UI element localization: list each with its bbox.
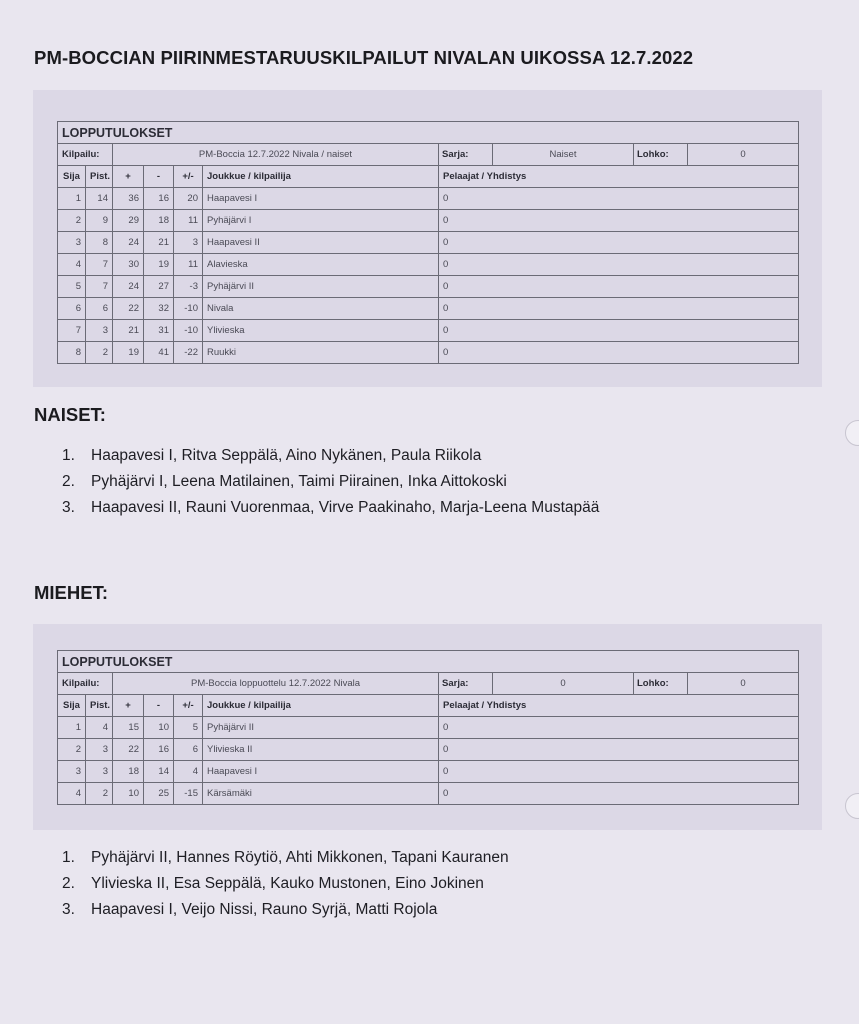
diff-cell: -15 [174,783,203,805]
rank-cell: 1 [58,188,86,210]
series-label: Sarja: [439,673,493,694]
table-row [58,342,799,364]
col-header-players: Pelaajat / Yhdistys [439,695,799,717]
table-row [58,254,799,276]
plus-cell: 21 [113,320,144,342]
points-cell: 7 [86,254,113,276]
team-cell: Pyhäjärvi I [203,210,439,232]
diff-cell: 5 [174,717,203,739]
diff-cell: -22 [174,342,203,364]
meta-subcells [439,673,799,695]
col-header-plus: + [113,166,144,188]
rank-cell: 1 [58,717,86,739]
women-results-table [57,121,799,364]
players-cell: 0 [439,717,799,739]
women-heading: NAISET: [34,404,106,425]
women-table-body [58,122,799,364]
players-cell: 0 [439,739,799,761]
podium-text: Haapavesi I, Veijo Nissi, Rauno Syrjä, Matti Rojola [91,901,438,918]
team-cell: Haapavesi I [203,188,439,210]
plus-cell: 15 [113,717,144,739]
page-title: PM-BOCCIAN PIIRINMESTARUUSKILPAILUT NIVALAN UIKOSSA 12.7.2022 [34,47,694,68]
col-header-plus: + [113,695,144,717]
diff-cell: 11 [174,210,203,232]
players-cell: 0 [439,276,799,298]
plus-cell: 24 [113,232,144,254]
minus-cell: 10 [144,717,174,739]
col-header-rank: Sija [58,166,86,188]
group-label: Lohko: [634,673,688,694]
col-header-diff: +/- [174,166,203,188]
team-cell: Kärsämäki [203,783,439,805]
podium-rank: 3. [62,499,75,516]
table-row [58,276,799,298]
rank-cell: 4 [58,254,86,276]
meta-subcells [439,144,799,166]
men-podium-list [62,845,509,923]
team-cell: Haapavesi II [203,232,439,254]
table-row [58,717,799,739]
diff-cell: -10 [174,298,203,320]
points-cell: 2 [86,342,113,364]
diff-cell: 11 [174,254,203,276]
podium-rank: 1. [62,447,75,464]
points-cell: 9 [86,210,113,232]
team-cell: Alavieska [203,254,439,276]
rank-cell: 7 [58,320,86,342]
podium-text: Haapavesi I, Ritva Seppälä, Aino Nykänen, Paula Riikola [91,447,482,464]
plus-cell: 10 [113,783,144,805]
podium-rank: 3. [62,901,75,918]
points-cell: 3 [86,761,113,783]
list-item [62,897,509,923]
caption-row [58,651,799,673]
table-row [58,188,799,210]
players-cell: 0 [439,210,799,232]
men-results-panel [33,624,822,830]
diff-cell: 20 [174,188,203,210]
plus-cell: 19 [113,342,144,364]
competition-label: Kilpailu: [58,144,113,166]
diff-cell: -3 [174,276,203,298]
team-cell: Ruukki [203,342,439,364]
podium-rank: 1. [62,849,75,866]
rank-cell: 5 [58,276,86,298]
podium-rank: 2. [62,473,75,490]
table-row [58,320,799,342]
meta-row [58,144,799,166]
rank-cell: 2 [58,739,86,761]
podium-rank: 2. [62,875,75,892]
players-cell: 0 [439,254,799,276]
competition-label: Kilpailu: [58,673,113,695]
punch-hole-bottom [845,793,859,819]
rank-cell: 8 [58,342,86,364]
minus-cell: 32 [144,298,174,320]
players-cell: 0 [439,232,799,254]
podium-text: Pyhäjärvi I, Leena Matilainen, Taimi Piirainen, Inka Aittokoski [91,473,507,490]
podium-text: Ylivieska II, Esa Seppälä, Kauko Mustonen, Eino Jokinen [91,875,484,892]
diff-cell: 6 [174,739,203,761]
minus-cell: 41 [144,342,174,364]
minus-cell: 16 [144,739,174,761]
points-cell: 7 [86,276,113,298]
players-cell: 0 [439,298,799,320]
minus-cell: 25 [144,783,174,805]
players-cell: 0 [439,342,799,364]
plus-cell: 24 [113,276,144,298]
col-header-diff: +/- [174,695,203,717]
col-header-players: Pelaajat / Yhdistys [439,166,799,188]
team-cell: Ylivieska II [203,739,439,761]
column-header-row [58,166,799,188]
diff-cell: 4 [174,761,203,783]
points-cell: 3 [86,320,113,342]
rank-cell: 2 [58,210,86,232]
col-header-team: Joukkue / kilpailija [203,695,439,717]
plus-cell: 22 [113,298,144,320]
plus-cell: 36 [113,188,144,210]
table-row [58,232,799,254]
team-cell: Ylivieska [203,320,439,342]
minus-cell: 18 [144,210,174,232]
team-cell: Nivala [203,298,439,320]
col-header-points: Pist. [86,695,113,717]
minus-cell: 14 [144,761,174,783]
plus-cell: 18 [113,761,144,783]
team-cell: Pyhäjärvi II [203,717,439,739]
series-value: Naiset [493,144,634,165]
col-header-minus: - [144,695,174,717]
table-caption: LOPPUTULOKSET [58,122,799,144]
table-row [58,298,799,320]
series-value: 0 [493,673,634,694]
points-cell: 3 [86,739,113,761]
minus-cell: 27 [144,276,174,298]
punch-hole-top [845,420,859,446]
points-cell: 4 [86,717,113,739]
list-item [62,443,599,469]
col-header-team: Joukkue / kilpailija [203,166,439,188]
diff-cell: -10 [174,320,203,342]
plus-cell: 29 [113,210,144,232]
points-cell: 6 [86,298,113,320]
podium-text: Pyhäjärvi II, Hannes Röytiö, Ahti Mikkonen, Tapani Kauranen [91,849,509,866]
minus-cell: 31 [144,320,174,342]
minus-cell: 16 [144,188,174,210]
minus-cell: 19 [144,254,174,276]
group-value: 0 [740,149,746,160]
points-cell: 14 [86,188,113,210]
list-item [62,845,509,871]
men-heading: MIEHET: [34,582,108,603]
women-podium-list [62,443,599,521]
diff-cell: 3 [174,232,203,254]
table-row [58,739,799,761]
players-cell: 0 [439,783,799,805]
caption-row [58,122,799,144]
group-label: Lohko: [634,144,688,165]
rank-cell: 3 [58,761,86,783]
table-caption: LOPPUTULOKSET [58,651,799,673]
series-label: Sarja: [439,144,493,165]
col-header-minus: - [144,166,174,188]
players-cell: 0 [439,761,799,783]
team-cell: Pyhäjärvi II [203,276,439,298]
players-cell: 0 [439,188,799,210]
col-header-points: Pist. [86,166,113,188]
list-item [62,871,509,897]
rank-cell: 4 [58,783,86,805]
table-row [58,210,799,232]
players-cell: 0 [439,320,799,342]
rank-cell: 3 [58,232,86,254]
minus-cell: 21 [144,232,174,254]
list-item [62,469,599,495]
list-item [62,495,599,521]
points-cell: 2 [86,783,113,805]
group-value: 0 [740,678,746,689]
competition-value: PM-Boccia loppuottelu 12.7.2022 Nivala [113,673,439,695]
women-results-panel [33,90,822,387]
column-header-row [58,695,799,717]
points-cell: 8 [86,232,113,254]
podium-text: Haapavesi II, Rauni Vuorenmaa, Virve Paakinaho, Marja-Leena Mustapää [91,499,600,516]
rank-cell: 6 [58,298,86,320]
team-cell: Haapavesi I [203,761,439,783]
table-row [58,783,799,805]
meta-row [58,673,799,695]
table-row [58,761,799,783]
plus-cell: 30 [113,254,144,276]
men-table-body [58,651,799,805]
men-results-table [57,650,799,805]
plus-cell: 22 [113,739,144,761]
competition-value: PM-Boccia 12.7.2022 Nivala / naiset [113,144,439,166]
col-header-rank: Sija [58,695,86,717]
